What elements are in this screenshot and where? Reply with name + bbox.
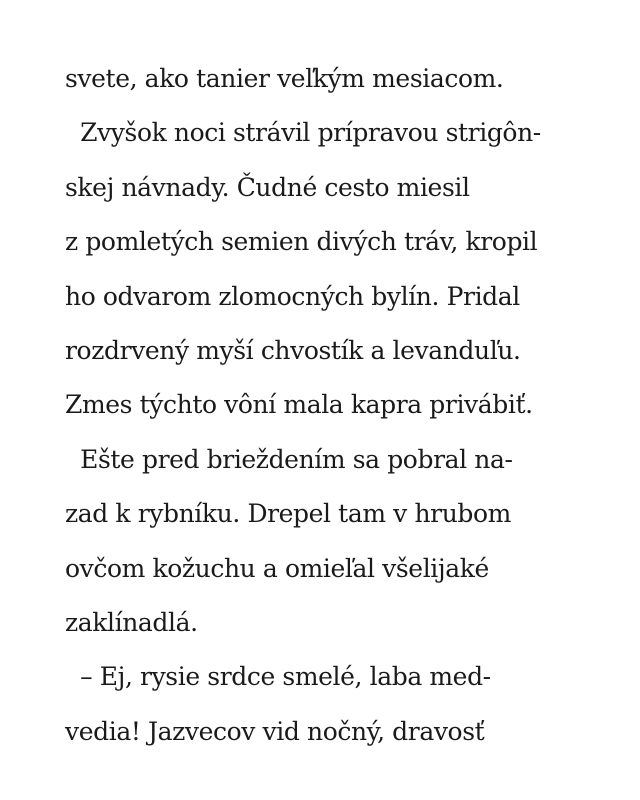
text-line: Ešte pred brieždením sa pobral na- [65, 444, 513, 474]
text-line: zad k rybníku. Drepel tam v hrubom [65, 499, 511, 529]
text-line: ovčom kožuchu a omieľal všelijaké [65, 553, 489, 583]
text-line: svete, ako tanier veľkým mesiacom. [65, 64, 504, 93]
text-line: vedia! Jazvecov vid nočný, dravosť [65, 716, 485, 746]
text-line: Zvyšok noci strávil prípravou strigôn- [65, 118, 541, 148]
text-line: skej návnady. Čudné cesto miesil [65, 172, 470, 202]
text-line: zaklínadlá. [65, 607, 198, 637]
text-line: ho odvarom zlomocných bylín. Pridal [65, 281, 520, 311]
page-text [65, 52, 625, 759]
text-line: z pomletých semien divých tráv, kropil [65, 227, 538, 257]
text-line: Zmes týchto vôní mala kapra privábiť. [65, 390, 533, 420]
text-line: rozdrvený myší chvostík a levanduľu. [65, 335, 521, 365]
text-line: – Ej, rysie srdce smelé, laba med- [65, 662, 491, 692]
